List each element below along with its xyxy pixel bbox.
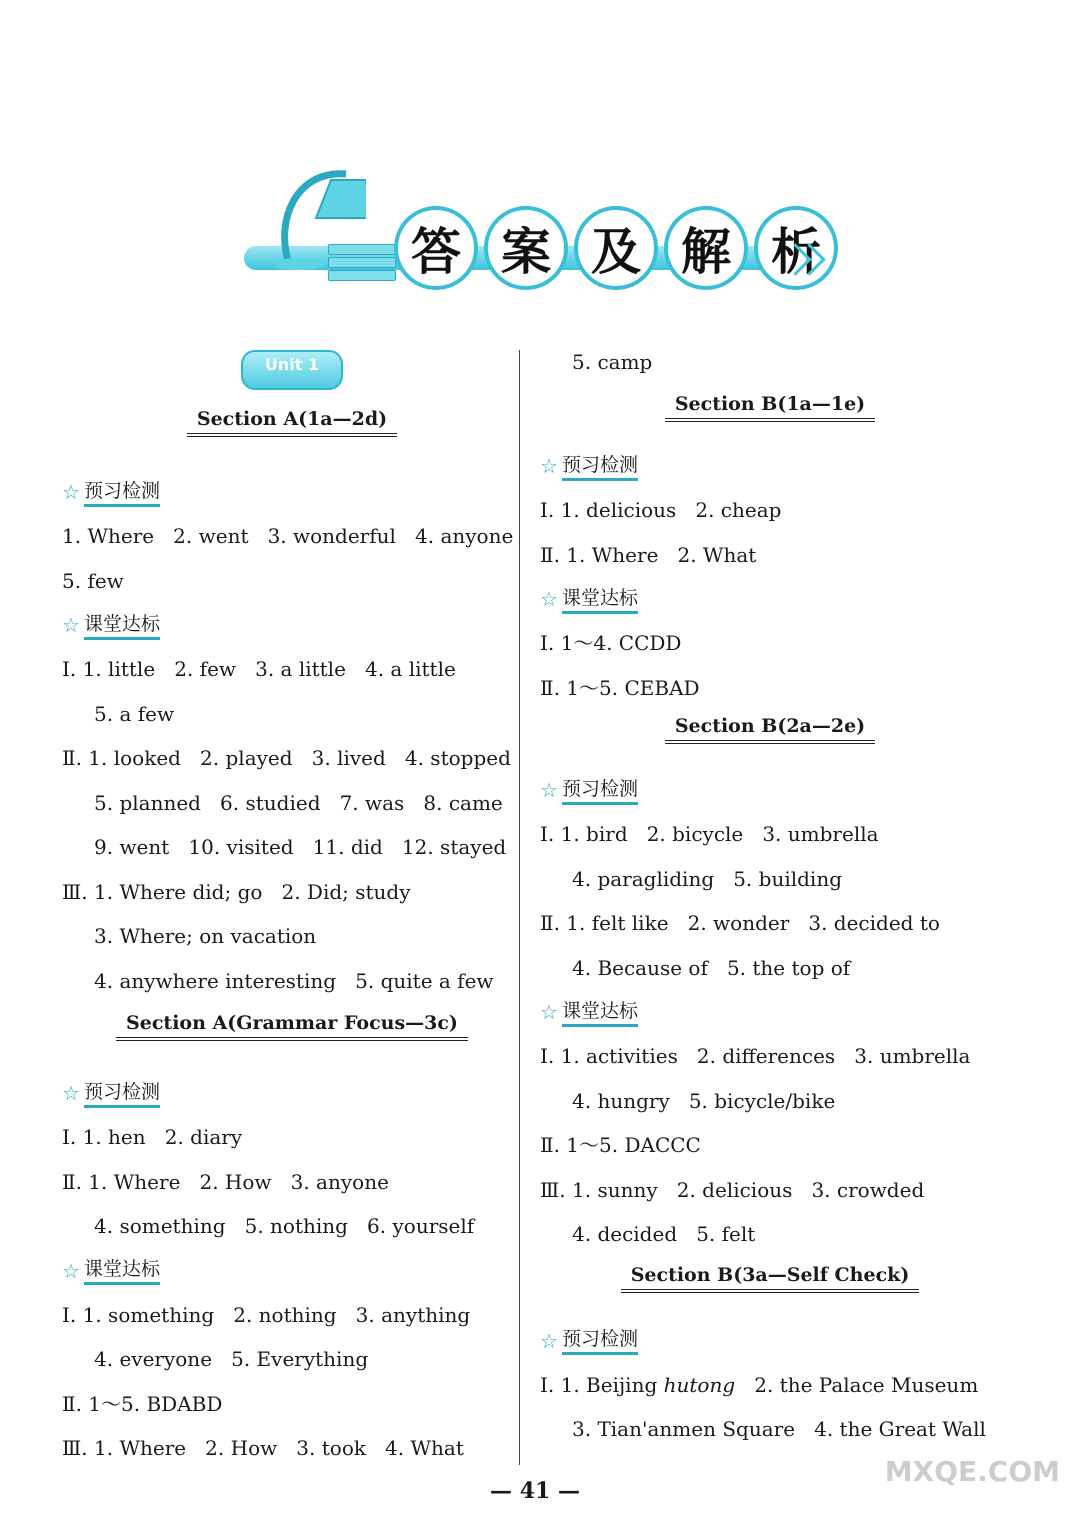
title-banner xyxy=(236,150,826,300)
unit-badge: Unit 1 xyxy=(241,350,343,390)
section-heading: Section B(2a—2e) xyxy=(665,712,875,744)
answer-line: Ⅰ. 1. activities 2. differences 3. umbrella xyxy=(540,1044,971,1068)
classwork-heading: ☆ 课堂达标 xyxy=(62,603,522,647)
answer-line: Ⅲ. 1. sunny 2. delicious 3. crowded xyxy=(540,1177,925,1202)
star-icon: ☆ xyxy=(540,1328,558,1353)
answer-line: 1. Where 2. went 3. wonderful 4. anyone xyxy=(62,524,514,548)
answer-line: Ⅱ. 1. felt like 2. wonder 3. decided to xyxy=(540,911,940,935)
star-icon: ☆ xyxy=(62,613,80,637)
section-heading: Section A(Grammar Focus—3c) xyxy=(116,1009,468,1041)
answer-line: Ⅱ. 1. Where 2. How 3. anyone xyxy=(62,1169,389,1194)
answer-line: Ⅱ. 1～5. DACCC xyxy=(540,1133,701,1157)
section-heading: Section B(1a—1e) xyxy=(665,390,875,422)
answer-line: Ⅰ. 1. little 2. few 3. a little 4. a little xyxy=(62,657,456,681)
answer-line: 4. paragliding 5. building xyxy=(572,866,842,891)
title-char: 解 xyxy=(664,206,748,290)
star-icon: ☆ xyxy=(62,1081,80,1105)
answer-line: 5. a few xyxy=(94,701,175,726)
star-icon: ☆ xyxy=(62,480,80,504)
answer-line: 3. Tian'anmen Square 4. the Great Wall xyxy=(572,1417,986,1441)
star-icon: ☆ xyxy=(540,1000,558,1024)
star-icon: ☆ xyxy=(540,587,558,611)
classwork-heading: ☆ 课堂达标 xyxy=(540,990,1000,1034)
star-icon: ☆ xyxy=(540,454,558,478)
answer-line: 4. decided 5. felt xyxy=(572,1222,756,1246)
right-column xyxy=(540,350,1000,1452)
preview-heading: ☆ 预习检测 xyxy=(62,470,522,514)
section-heading: Section A(1a—2d) xyxy=(187,405,397,437)
answer-line: Ⅰ. 1. delicious 2. cheap xyxy=(540,498,782,522)
section-heading: Section B(3a—Self Check) xyxy=(621,1261,920,1293)
answer-line: 5. camp xyxy=(572,350,653,374)
answer-line: Ⅲ. 1. Where did; go 2. Did; study xyxy=(62,879,411,904)
answer-line: 4. Because of 5. the top of xyxy=(572,955,851,980)
answer-line: 4. everyone 5. Everything xyxy=(94,1347,369,1371)
answer-line: 4. hungry 5. bicycle/bike xyxy=(572,1088,836,1113)
star-icon: ☆ xyxy=(540,778,558,802)
title-char: 析 xyxy=(754,206,838,290)
preview-heading: ☆ 预习检测 xyxy=(540,444,1000,488)
page-title xyxy=(394,206,838,290)
classwork-heading: ☆ 课堂达标 xyxy=(540,577,1000,621)
answer-line: 4. something 5. nothing 6. yourself xyxy=(94,1214,475,1238)
answer-line: Ⅱ. 1. looked 2. played 3. lived 4. stopped xyxy=(62,746,511,770)
answer-line: Ⅱ. 1～5. CEBAD xyxy=(540,675,700,700)
answer-line: 9. went 10. visited 11. did 12. stayed xyxy=(94,835,507,859)
answer-line: Ⅲ. 1. Where 2. How 3. took 4. What xyxy=(62,1436,464,1460)
preview-heading: ☆ 预习检测 xyxy=(540,768,1000,812)
left-column xyxy=(62,350,522,1471)
classwork-heading: ☆ 课堂达标 xyxy=(62,1249,522,1293)
page-number: — 41 — xyxy=(490,1478,580,1504)
answer-line: Ⅰ. 1. bird 2. bicycle 3. umbrella xyxy=(540,822,879,846)
answer-line: Ⅱ. 1～5. BDABD xyxy=(62,1391,223,1416)
books-icon xyxy=(328,242,396,281)
preview-heading: ☆ 预习检测 xyxy=(540,1319,1000,1363)
star-icon: ☆ xyxy=(62,1258,80,1283)
answer-line: Ⅰ. 1. something 2. nothing 3. anything xyxy=(62,1302,471,1327)
watermark: MXQE.COM xyxy=(884,1455,1060,1488)
answer-line: 5. planned 6. studied 7. was 8. came xyxy=(94,790,503,815)
answer-line: Ⅰ. 1～4. CCDD xyxy=(540,631,682,655)
title-char: 及 xyxy=(574,206,658,290)
title-char: 答 xyxy=(394,206,478,290)
title-char: 案 xyxy=(484,206,568,290)
answer-line: 4. anywhere interesting 5. quite a few xyxy=(94,968,494,993)
answer-line: 5. few xyxy=(62,568,124,593)
answer-line: 3. Where; on vacation xyxy=(94,924,317,948)
answer-line: Ⅰ. 1. hen 2. diary xyxy=(62,1125,243,1149)
answer-line: Ⅰ. 1. Beijing hutong 2. the Palace Museum xyxy=(540,1372,979,1397)
answer-line: Ⅱ. 1. Where 2. What xyxy=(540,542,757,567)
preview-heading: ☆ 预习检测 xyxy=(62,1071,522,1115)
